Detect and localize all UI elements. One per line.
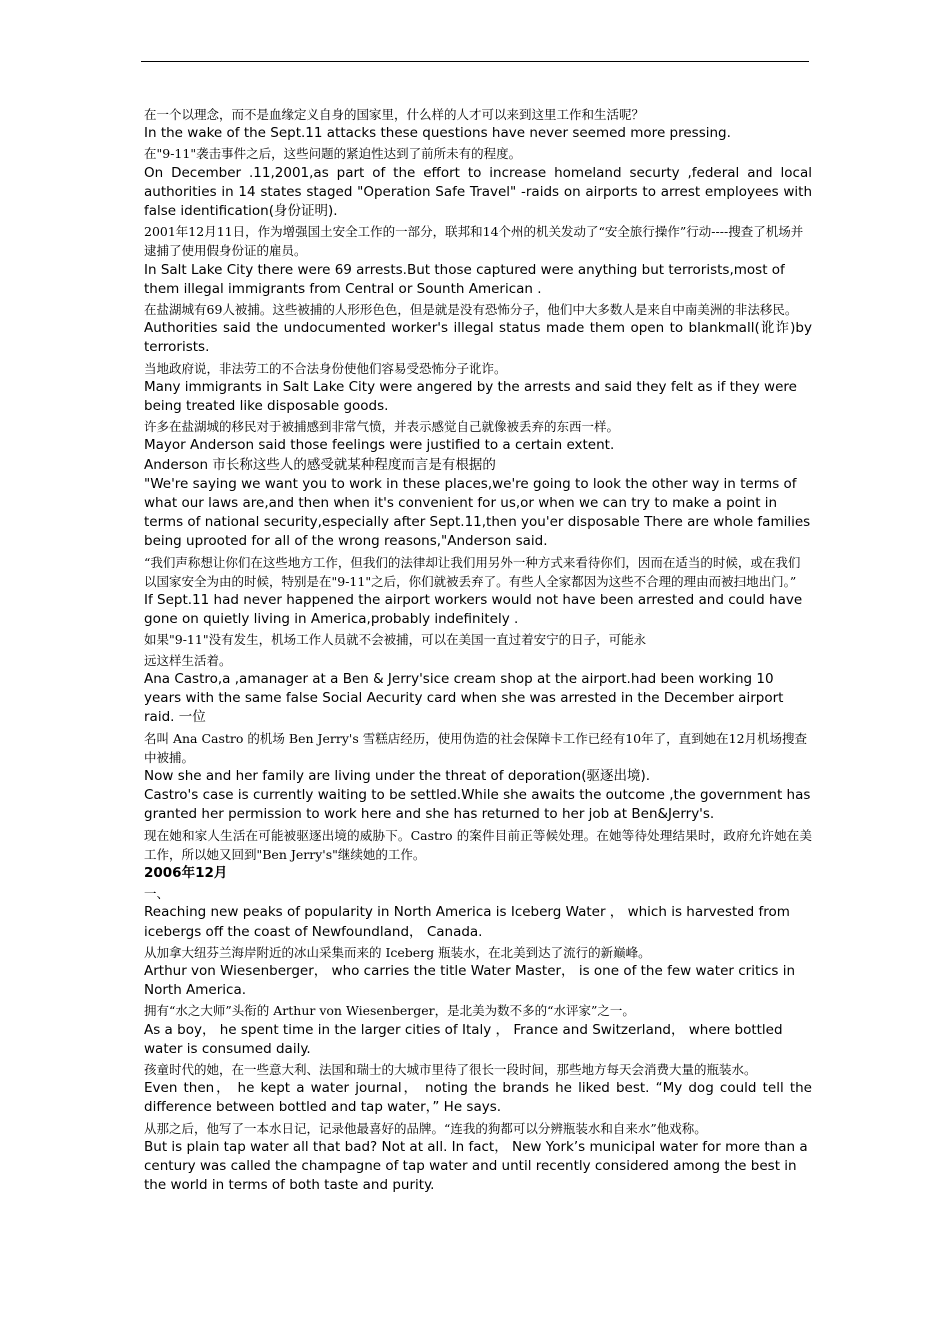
chinese-paragraph: 名叫 Ana Castro 的机场 Ben Jerry's 雪糕店经历，使用伪造的社会保障卡工作已经有10年了，直到她在12月机场搜查中被捕。 xyxy=(144,730,808,765)
english-paragraph: In Salt Lake City there were 69 arrests.But those captured were anything but terrorists,most of them illegal immigrants from Central or Sounth American . xyxy=(144,261,785,297)
chinese-paragraph: “我们声称想让你们在这些地方工作，但我们的法律却让我们用另外一种方式来看待你们，因而在适当的时候，或在我们以国家安全为由的时候，特别是在"9-11"之后，你们就被丢弃了。有些人全家都因为这些不合理的理由而被扫地出门。” xyxy=(144,554,801,589)
chinese-paragraph: 孩童时代的她，在一些意大利、法国和瑞士的大城市里待了很长一段时间，那些地方每天会消费大量的瓶装水。 xyxy=(144,1061,757,1077)
english-paragraph: As a boy， he spent time in the larger cities of Italy ， France and Switzerland， where bottled water is consumed daily. xyxy=(144,1021,783,1057)
english-paragraph: Castro's case is currently waiting to be settled.While she awaits the outcome ,the government has granted her permission to work here and she has returned to her job at Ben&Jerry's. xyxy=(144,787,811,823)
header-rule xyxy=(141,61,809,62)
english-paragraph: Many immigrants in Salt Lake City were angered by the arrests and said they felt as if they were being treated like disposable goods. xyxy=(144,378,797,415)
english-paragraph: Now she and her family are living under the threat of deporation(驱逐出境). xyxy=(144,767,651,784)
english-paragraph: Even then， he kept a water journal， noting the brands he liked best. “My dog could tell the difference between bottled and tap water，” He says. xyxy=(144,1080,812,1116)
chinese-paragraph: 拥有“水之大师”头衔的 Arthur von Wiesenberger，是北美为数不多的“水评家”之一。 xyxy=(144,1003,635,1019)
english-paragraph: Anderson 市长称这些人的感受就某种程度而言是有根据的 xyxy=(144,456,496,473)
english-paragraph: Reaching new peaks of popularity in North America is Iceberg Water ， which is harvested from icebergs off the coast of Newfoundland， Canada. xyxy=(144,904,790,940)
chinese-paragraph: 一、 xyxy=(144,886,170,902)
english-paragraph: If Sept.11 had never happened the airport workers would not have been arrested and could have gone on quietly living in America,probably indefinitely . xyxy=(144,592,803,628)
chinese-paragraph: 如果"9-11"没有发生，机场工作人员就不会被捕，可以在美国一直过着安宁的日子，可能永 xyxy=(144,632,647,648)
chinese-paragraph: 在"9-11"袭击事件之后，这些问题的紧迫性达到了前所未有的程度。 xyxy=(144,146,522,162)
english-paragraph: In the wake of the Sept.11 attacks these questions have never seemed more pressing. xyxy=(144,125,731,142)
chinese-paragraph: 远这样生活着。 xyxy=(144,652,232,668)
chinese-paragraph: 在盐湖城有69人被捕。这些被捕的人形形色色，但是就是没有恐怖分子，他们中大多数人是来自中南美洲的非法移民。 xyxy=(144,302,798,318)
chinese-paragraph: 2001年12月11日，作为增强国土安全工作的一部分，联邦和14个州的机关发动了“安全旅行操作”行动----搜查了机场并逮捕了使用假身份证的雇员。 xyxy=(144,224,804,259)
chinese-paragraph: 现在她和家人生活在可能被驱逐出境的威胁下。Castro 的案件目前正等候处理。在她等待处理结果时，政府允许她在美工作，所以她又回到"Ben Jerry's"继续她的工作。 xyxy=(144,827,812,862)
english-paragraph: But is plain tap water all that bad? Not at all. In fact， New York’s municipal water for more than a century was called the champagne of tap water and until recently considered among the best in the world in terms of both taste and purity. xyxy=(144,1138,808,1194)
chinese-paragraph: 从那之后，他写了一本水日记，记录他最喜好的品牌。“连我的狗都可以分辨瓶装水和自来水”他戏称。 xyxy=(144,1120,707,1136)
english-paragraph: Arthur von Wiesenberger， who carries the title Water Master， is one of the few water critics in North America. xyxy=(144,962,796,999)
english-paragraph: Ana Castro,a ,amanager at a Ben & Jerry'sice cream shop at the airport.had been working 10 years with the same false Social Aecurity card when she was arrested in the December airport raid. 一位 xyxy=(144,670,784,726)
chinese-paragraph: 在一个以理念，而不是血缘定义自身的国家里，什么样的人才可以来到这里工作和生活呢？ xyxy=(144,107,645,122)
chinese-paragraph: 当地政府说，非法劳工的不合法身份使他们容易受恐怖分子讹诈。 xyxy=(144,360,507,376)
chinese-paragraph: 许多在盐湖城的移民对于被捕感到非常气愤，并表示感觉自己就像被丢弃的东西一样。 xyxy=(144,419,620,435)
chinese-paragraph: 从加拿大纽芬兰海岸附近的冰山采集而来的 Iceberg 瓶装水，在北美到达了流行的新巅峰。 xyxy=(144,944,651,960)
english-paragraph: "We're saying we want you to work in these places,we're going to look the other way in terms of what our laws are,and then when it's convenient for us,or when we can try to make a point in terms of national security,especially after Sept.11,then you'er disposable There are whole families being uprooted for all of the wrong reasons,"Anderson said. xyxy=(144,475,811,550)
english-paragraph: Authorities said the undocumented worker's illegal status made them open to blankmall(讹诈)by terrorists. xyxy=(144,320,812,356)
english-paragraph: 2006年12月 xyxy=(144,864,228,881)
document-body xyxy=(144,104,812,1195)
english-paragraph: On December .11,2001,as part of the effort to increase homeland securty ,federal and local authorities in 14 states staged "Operation Safe Travel" -raids on airports to arrest employees with false identification(身份证明). xyxy=(144,164,812,220)
english-paragraph: Mayor Anderson said those feelings were justified to a certain extent. xyxy=(144,437,615,454)
